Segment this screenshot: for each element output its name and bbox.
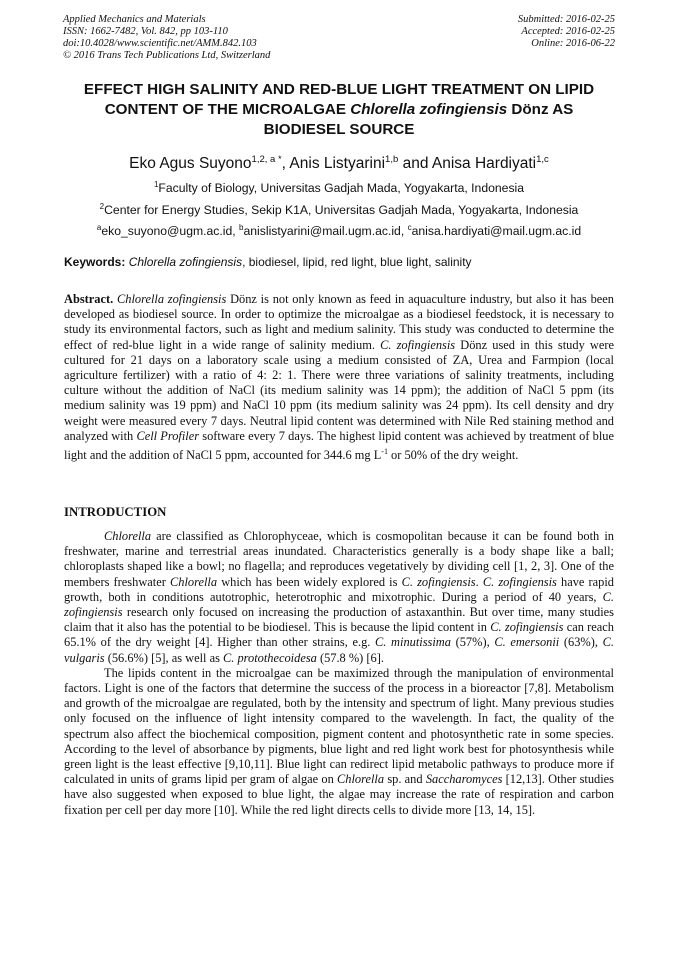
p1-q: C. vulgaris xyxy=(64,635,614,665)
email-a-mark: a xyxy=(96,223,102,232)
author-emails xyxy=(40,220,638,239)
p2-c: sp. and xyxy=(384,772,426,787)
abstract-label: Abstract. xyxy=(64,292,114,306)
copyright: © 2016 Trans Tech Publications Ltd, Switzerland xyxy=(63,50,271,61)
title-line-2-prefix: CONTENT OF THE MICROALGAE xyxy=(104,101,351,118)
journal-header-left xyxy=(63,14,270,62)
p1-c: Chlorella xyxy=(170,574,218,589)
affiliation-2-mark: 2 xyxy=(99,202,105,211)
issn: ISSN: 1662-7482, Vol. 842, pp 103-110 xyxy=(63,26,228,37)
p1-j: research only focused on increasing the production of astaxanthin. But over time, many studies claim that it also has the potential to be biodiesel. This is because the lipid content in xyxy=(64,605,614,635)
abstract-text-3: software every 7 days. The highest lipid content was achieved by treatment of blue light and the addition of NaCl 5 ppm, accounted for 344.6 mg L xyxy=(64,428,614,463)
p1-h: have rapid growth, both in conditions autotrophic, heterotrophic and mixotrophic. During a period of 40 years, xyxy=(64,574,615,604)
keywords xyxy=(64,255,624,270)
accepted-date: Accepted: 2016-02-25 xyxy=(521,26,615,37)
p1-d: which has been widely explored is xyxy=(217,574,402,589)
journal-header-right xyxy=(518,14,615,50)
p1-g: C. zofingiensis xyxy=(482,574,557,589)
online-date: Online: 2016-06-22 xyxy=(531,38,615,49)
title-line-1: EFFECT HIGH SALINITY AND RED-BLUE LIGHT TREATMENT ON LIPID xyxy=(83,81,595,98)
p1-e: C. zofingiensis xyxy=(401,574,476,589)
p2-d: Saccharomyces xyxy=(425,772,503,787)
doi: doi:10.4028/www.scientific.net/AMM.842.103 xyxy=(63,38,257,49)
author-1: Eko Agus Suyono xyxy=(129,155,252,173)
p1-p: (63%), xyxy=(559,635,603,650)
abstract xyxy=(64,292,614,463)
title-line-2 xyxy=(40,100,638,120)
paper-title xyxy=(40,80,638,140)
keywords-rest: , biodiesel, lipid, red light, blue light, salinity xyxy=(242,255,472,269)
email-a: eko_suyono@ugm.ac.id, xyxy=(101,224,240,239)
p1-t: (57.8 %) [6]. xyxy=(316,650,384,665)
author-2-affil: 1,b xyxy=(385,154,399,165)
introduction-body xyxy=(64,529,614,818)
abstract-software: Cell Profiler xyxy=(136,428,200,443)
keywords-species: Chlorella zofingiensis xyxy=(128,255,243,269)
title-species: Chlorella zofingiensis xyxy=(350,101,508,118)
email-c-mark: c xyxy=(407,223,412,232)
abstract-text-4: or 50% of the dry weight. xyxy=(387,448,519,463)
submitted-date: Submitted: 2016-02-25 xyxy=(517,14,615,25)
journal-name: Applied Mechanics and Materials xyxy=(63,14,206,25)
abstract-text-1: Dönz is not only known as feed in aquaculture industry, but also it has been developed as biodiesel source. In order to optimize the microalgae as a biodiesel feedstock, it is necessary to study its environmental factors, such as light and medium salinity. This study was conducted to determine the effect of red-blue light in a wide range of salinity medium. xyxy=(64,292,614,352)
abstract-unit-sup: -1 xyxy=(381,447,388,457)
abstract-species-1: Chlorella zofingiensis xyxy=(116,292,227,306)
author-list xyxy=(40,150,638,174)
author-3-affil: 1,c xyxy=(536,154,549,165)
p1-b: are classified as Chlorophyceae, which is cosmopolitan because it can be found both in freshwater, marine and terrestrial areas inundated. Characteristics generally is a body shape like a ball; chloroplasts shaped like a bowl; no flagella; and reproduces vegetatively by dividing cell [1, 2, 3]. One of the members freshwater xyxy=(64,529,614,589)
author-sep-1: , Anis Listyarini xyxy=(281,155,386,173)
affiliation-1 xyxy=(40,177,638,196)
abstract-text-2: Dönz used in this study were cultured for 21 days on a laboratory scale using a medium consisted of ZA, Urea and Farmpion (local agriculture fertilizer) with a ratio of 4: 2: 1. There were three variations of salinity treatments, including culture without the addition of NaCl (its medium salinity was 14 ppm); the addition of NaCl 5 ppm (its medium salinity was 19 ppm) and NaCl 10 ppm (its medium salinity was 24 ppm). Its cell density and dry weight were measured every 7 days. Neutral lipid content was determined with Nile Red staining method and analyzed with xyxy=(64,337,614,443)
email-b-mark: b xyxy=(239,223,244,232)
p1-o: C. emersonii xyxy=(494,635,560,650)
intro-paragraph-1 xyxy=(64,529,614,666)
intro-paragraph-2 xyxy=(64,666,614,818)
p1-k: C. zofingiensis xyxy=(490,620,564,635)
affiliation-2 xyxy=(40,199,638,218)
title-line-3: BIODIESEL SOURCE xyxy=(263,121,415,138)
p1-i: C. zofingiensis xyxy=(64,589,614,620)
p1-l: can reach 65.1% of the dry weight [4]. Higher than other strains, e.g. xyxy=(64,620,614,650)
affiliation-1-mark: 1 xyxy=(153,180,159,189)
p2-b: Chlorella xyxy=(337,772,385,787)
p1-s: C. protothecoidesa xyxy=(223,650,317,665)
author-sep-2: and Anisa Hardiyati xyxy=(398,155,537,173)
affiliation-2-text: Center for Energy Studies, Sekip K1A, Universitas Gadjah Mada, Yogyakarta, Indonesia xyxy=(104,203,579,218)
p1-f: . xyxy=(475,574,483,589)
p1-n: (57%), xyxy=(450,635,495,650)
introduction-heading: INTRODUCTION xyxy=(64,505,167,519)
email-c: anisa.hardiyati@mail.ugm.ac.id xyxy=(411,224,582,239)
p1-m: C. minutissima xyxy=(375,635,451,650)
keywords-label: Keywords: xyxy=(64,255,126,269)
affiliation-1-text: Faculty of Biology, Universitas Gadjah Mada, Yogyakarta, Indonesia xyxy=(158,181,525,196)
p2-e: [12,13]. Other studies have also suggested when exposed to blue light, the algae may increase the rate of respiration and carbon fixation per cell per day more [10]. While the red light directs cells to divide more [13, 14, 15]. xyxy=(64,772,614,817)
p2-a: The lipids content in the microalgae can be maximized through the manipulation of environmental factors. Light is one of the factors that determine the success of the process in a bioreactor [7,8]. Metabolism and growth of the microalgae are regulated, both by the intensity and spectrum of light. Many previous studies only focused on the influence of light intensity compared to the wavelength. In fact, the quality of the spectrum also affect the biochemical composition, pigment content and photosynthetic rate in some species. According to the level of absorbance by pigments, blue light and red light work best for photosynthesis while green light is the least effective [9,10,11]. Blue light can redirect lipid metabolic pathways to produce more if calculated in units of grams lipid per gram of algae on xyxy=(64,665,614,787)
abstract-species-2: C. zofingiensis xyxy=(380,337,456,352)
author-1-affil: 1,2, a * xyxy=(251,154,282,165)
email-b: anislistyarini@mail.ugm.ac.id, xyxy=(243,224,408,239)
title-line-2-suffix: Dönz AS xyxy=(507,101,574,118)
p1-r: (56.6%) [5], as well as xyxy=(104,650,223,665)
p1-a: Chlorella xyxy=(104,529,152,543)
